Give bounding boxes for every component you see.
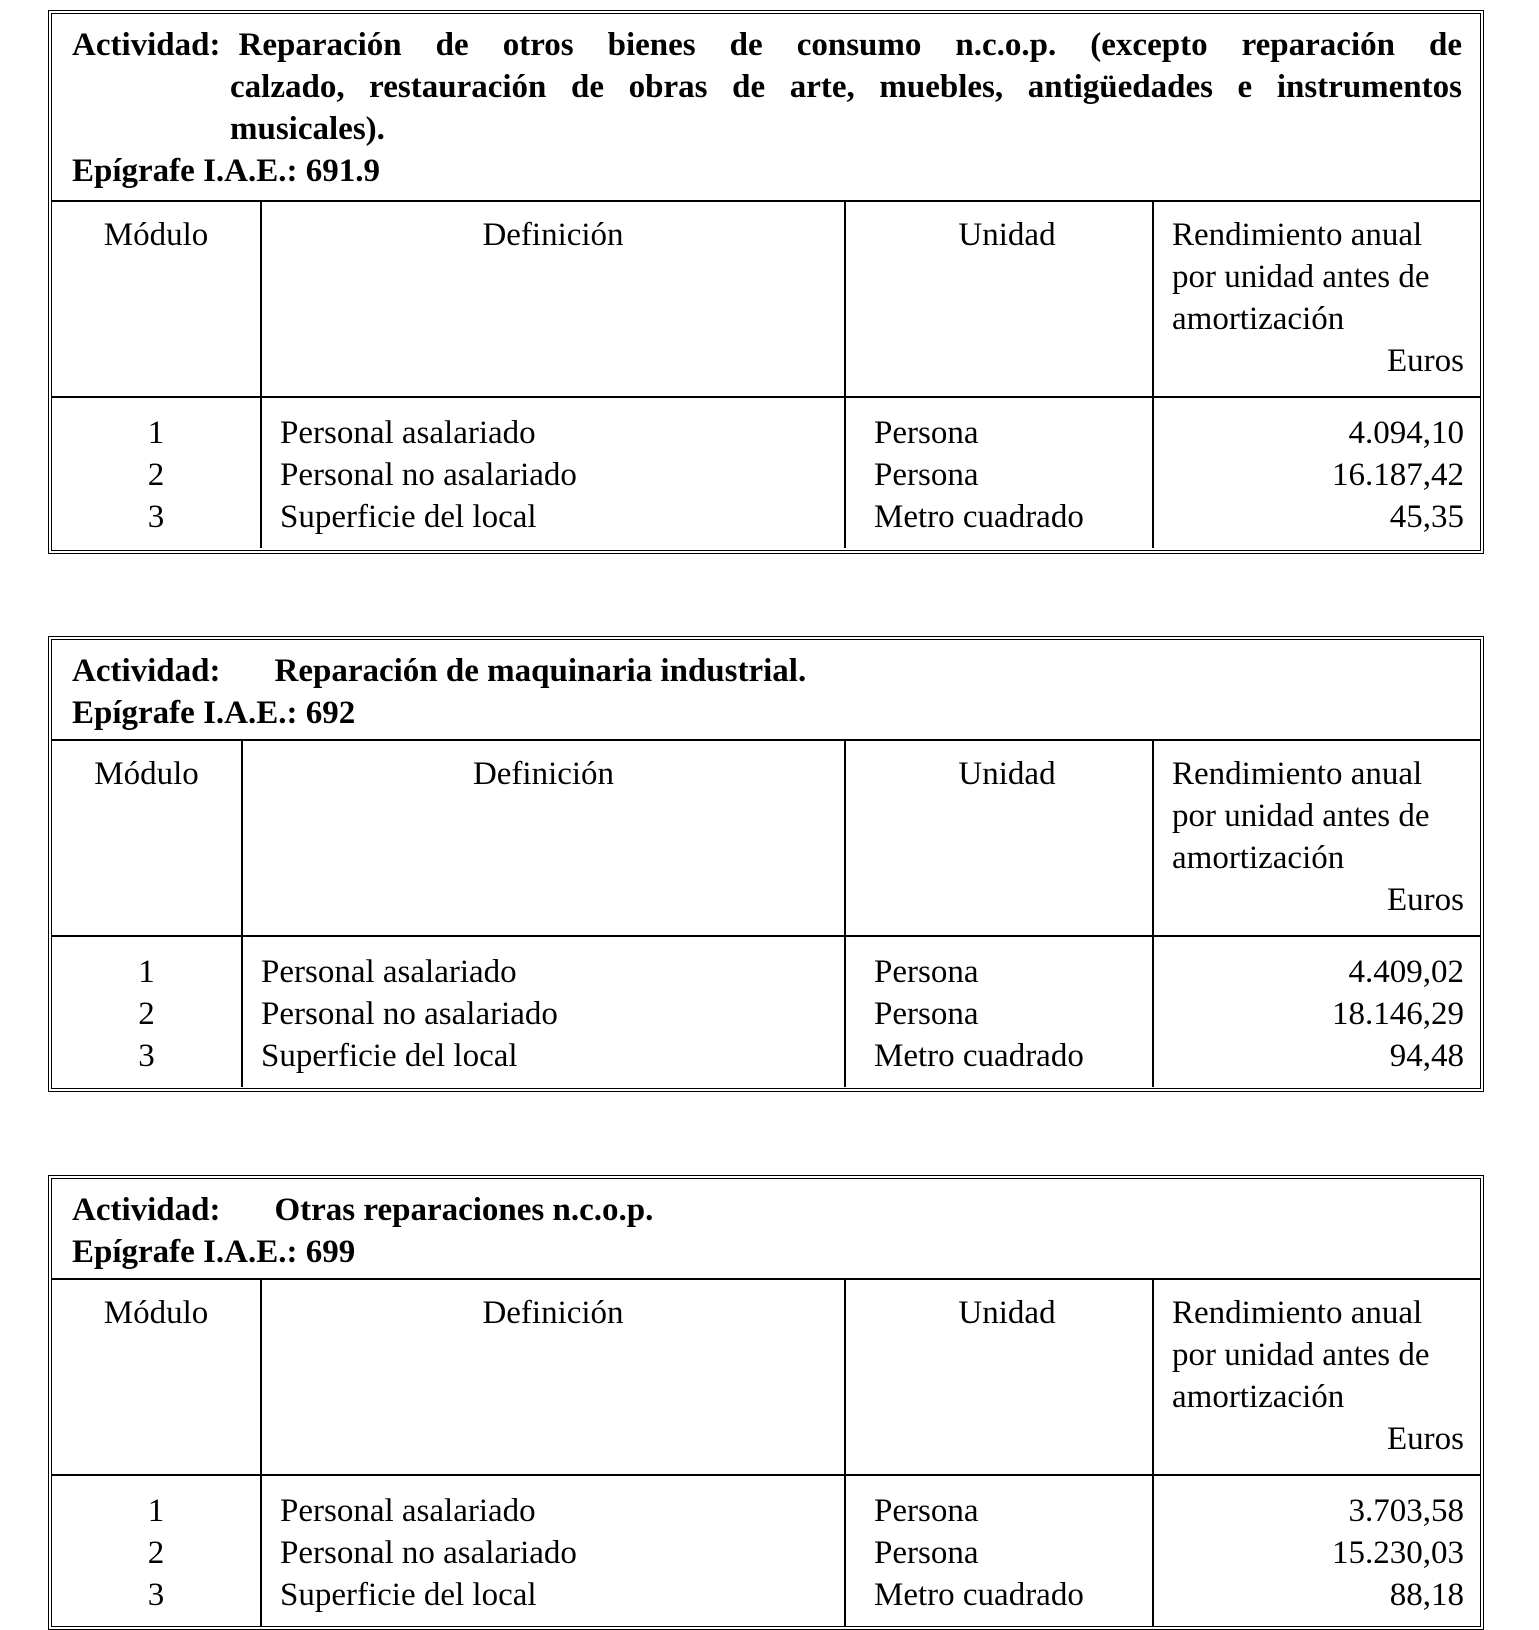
header-definicion: Definición	[262, 1280, 846, 1476]
cell-modulo: 3	[138, 1038, 155, 1074]
cell-definicion: Personal asalariado	[280, 415, 536, 451]
actividad-text-line-2: calzado, restauración de obras de arte, muebles, antigüedades e instrumentos	[230, 69, 1462, 105]
activity-table-1	[48, 10, 1484, 554]
cell-rendimiento: 18.146,29	[1332, 996, 1464, 1032]
cell-unidad: Persona	[874, 1535, 979, 1571]
cell-modulo: 3	[147, 1577, 165, 1613]
table-body	[52, 937, 1480, 1087]
cell-definicion: Personal asalariado	[261, 954, 517, 990]
activity-title	[52, 14, 1480, 202]
actividad-text-line-1: Reparación de otros bienes de consumo n.c.o.p. (excepto reparación de	[238, 27, 1462, 63]
cell-unidad: Metro cuadrado	[874, 1577, 1084, 1613]
cell-definicion: Superficie del local	[280, 499, 537, 535]
column-modulo	[52, 398, 262, 548]
cell-unidad: Persona	[874, 954, 979, 990]
column-unidad	[846, 1476, 1154, 1626]
header-unidad: Unidad	[846, 1280, 1154, 1476]
column-definicion	[262, 1476, 846, 1626]
actividad-text-line-1: Reparación de maquinaria industrial.	[274, 653, 807, 689]
header-rendimiento-line: por unidad antes de	[1172, 259, 1430, 295]
header-rendimiento	[1154, 202, 1480, 398]
cell-definicion: Personal no asalariado	[280, 1535, 577, 1571]
header-euros: Euros	[1387, 882, 1464, 918]
column-rendimiento	[1154, 1476, 1480, 1626]
epigrafe: Epígrafe I.A.E.: 691.9	[72, 153, 380, 189]
cell-rendimiento: 88,18	[1389, 1577, 1464, 1613]
header-rendimiento	[1154, 1280, 1480, 1476]
cell-rendimiento: 45,35	[1389, 499, 1464, 535]
cell-modulo: 1	[147, 415, 165, 451]
column-rendimiento	[1154, 398, 1480, 548]
column-modulo	[52, 937, 243, 1087]
activity-title	[52, 1179, 1480, 1280]
header-euros: Euros	[1387, 343, 1464, 379]
cell-unidad: Persona	[874, 415, 979, 451]
table-header	[52, 202, 1480, 398]
table-body	[52, 398, 1480, 548]
cell-rendimiento: 16.187,42	[1332, 457, 1464, 493]
cell-modulo: 2	[138, 996, 155, 1032]
column-definicion	[262, 398, 846, 548]
header-rendimiento-line: amortización	[1172, 840, 1345, 876]
header-modulo: Módulo	[52, 202, 262, 398]
header-rendimiento-line: amortización	[1172, 1379, 1345, 1415]
cell-modulo: 3	[147, 499, 165, 535]
column-unidad	[846, 398, 1154, 548]
cell-definicion: Personal asalariado	[280, 1493, 536, 1529]
header-rendimiento	[1154, 741, 1480, 937]
column-rendimiento	[1154, 937, 1480, 1087]
epigrafe: Epígrafe I.A.E.: 692	[72, 695, 356, 731]
cell-unidad: Persona	[874, 457, 979, 493]
activity-table-3	[48, 1175, 1484, 1630]
column-definicion	[243, 937, 846, 1087]
actividad-label: Actividad:	[72, 27, 221, 63]
header-modulo: Módulo	[52, 1280, 262, 1476]
table-header	[52, 1280, 1480, 1476]
activity-title	[52, 640, 1480, 741]
actividad-label: Actividad:	[72, 1192, 221, 1228]
header-rendimiento-line: por unidad antes de	[1172, 1337, 1430, 1373]
actividad-label: Actividad:	[72, 653, 221, 689]
header-definicion: Definición	[243, 741, 846, 937]
cell-rendimiento: 15.230,03	[1332, 1535, 1464, 1571]
header-rendimiento-line: Rendimiento anual	[1172, 217, 1423, 253]
cell-unidad: Persona	[874, 1493, 979, 1529]
actividad-text-line-3: musicales).	[230, 111, 385, 147]
cell-definicion: Superficie del local	[280, 1577, 537, 1613]
header-rendimiento-line: Rendimiento anual	[1172, 1295, 1423, 1331]
column-modulo	[52, 1476, 262, 1626]
cell-rendimiento: 94,48	[1389, 1038, 1464, 1074]
header-unidad: Unidad	[846, 202, 1154, 398]
table-header	[52, 741, 1480, 937]
cell-modulo: 1	[147, 1493, 165, 1529]
cell-modulo: 2	[147, 457, 165, 493]
cell-modulo: 1	[138, 954, 155, 990]
epigrafe: Epígrafe I.A.E.: 699	[72, 1234, 356, 1270]
cell-definicion: Superficie del local	[261, 1038, 518, 1074]
header-rendimiento-line: Rendimiento anual	[1172, 756, 1423, 792]
cell-rendimiento: 4.409,02	[1348, 954, 1464, 990]
header-euros: Euros	[1387, 1421, 1464, 1457]
header-rendimiento-line: amortización	[1172, 301, 1345, 337]
header-definicion: Definición	[262, 202, 846, 398]
cell-unidad: Persona	[874, 996, 979, 1032]
column-unidad	[846, 937, 1154, 1087]
cell-unidad: Metro cuadrado	[874, 1038, 1084, 1074]
header-rendimiento-line: por unidad antes de	[1172, 798, 1430, 834]
cell-unidad: Metro cuadrado	[874, 499, 1084, 535]
header-unidad: Unidad	[846, 741, 1154, 937]
cell-definicion: Personal no asalariado	[280, 457, 577, 493]
activity-table-2	[48, 636, 1484, 1092]
table-body	[52, 1476, 1480, 1626]
actividad-text-line-1: Otras reparaciones n.c.o.p.	[274, 1192, 654, 1228]
cell-definicion: Personal no asalariado	[261, 996, 558, 1032]
cell-rendimiento: 4.094,10	[1348, 415, 1464, 451]
cell-modulo: 2	[147, 1535, 165, 1571]
header-modulo: Módulo	[52, 741, 243, 937]
cell-rendimiento: 3.703,58	[1348, 1493, 1464, 1529]
